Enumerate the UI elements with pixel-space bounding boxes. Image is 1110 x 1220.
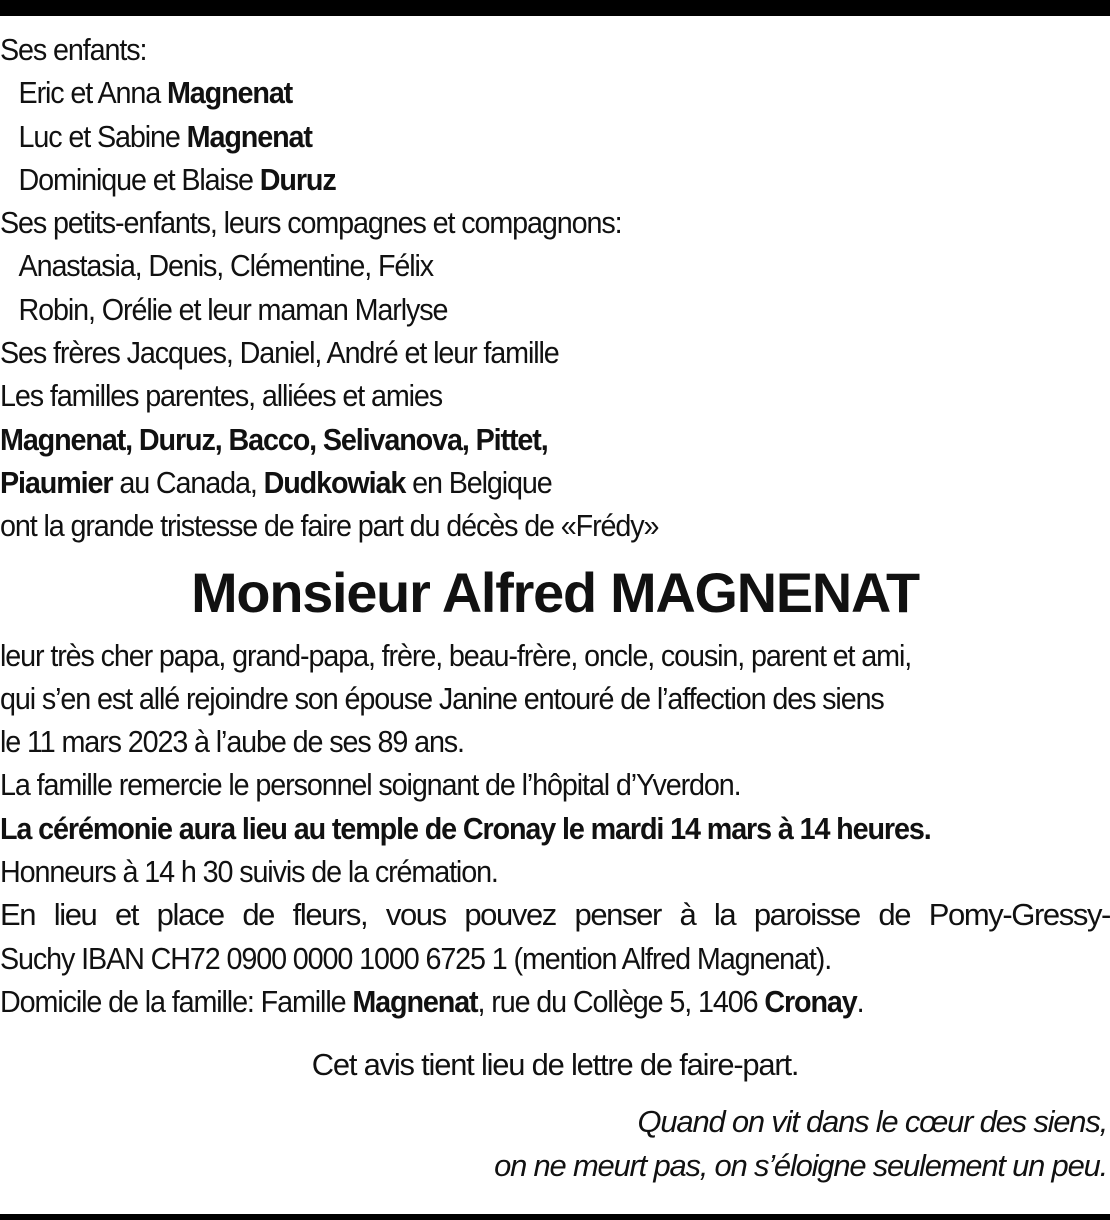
flowers-word: En xyxy=(0,897,36,933)
flowers-word: et xyxy=(114,897,139,933)
family-name-dudkowiak: Dudkowiak xyxy=(263,464,406,500)
flowers-word: vous xyxy=(385,897,446,933)
flowers-line xyxy=(0,893,1110,936)
grandchildren-heading: Ses petits-enfants, leurs compagnes et compagnons: xyxy=(0,205,622,241)
child-surname: Magnenat xyxy=(186,118,312,154)
flowers-word: paroisse xyxy=(753,897,860,933)
deceased-name: Monsieur Alfred MAGNENAT xyxy=(191,560,919,624)
child-surname: Duruz xyxy=(259,161,336,197)
flowers-word: lieu xyxy=(53,897,97,933)
quote-line: Quand on vit dans le cœur des siens, xyxy=(637,1104,1107,1140)
flowers-word: pouvez xyxy=(464,897,556,933)
closing-note: Cet avis tient lieu de lettre de faire-part. xyxy=(311,1047,799,1083)
iban-line: Suchy IBAN CH72 0900 0000 1000 6725 1 (mention Alfred Magnenat). xyxy=(0,940,832,976)
quote xyxy=(0,1100,1110,1188)
passing-line: qui s’en est allé rejoindre son épouse Janine entouré de l’affection des siens xyxy=(0,680,884,716)
domicile-family-name: Magnenat xyxy=(352,983,478,1019)
child-line: Luc et Sabine Magnenat xyxy=(18,118,312,154)
bottom-border xyxy=(0,1214,1110,1220)
families-heading: Les familles parentes, alliées et amies xyxy=(0,378,443,414)
flowers-word: fleurs, xyxy=(292,897,368,933)
thanks-line: La famille remercie le personnel soignant de l’hôpital d’Yverdon. xyxy=(0,767,741,803)
families-abroad: Piaumier au Canada, Dudkowiak en Belgique xyxy=(0,464,552,500)
children-heading: Ses enfants: xyxy=(0,32,147,67)
quote-line: on ne meurt pas, on s’éloigne seulement un peu. xyxy=(494,1148,1108,1184)
date-age-line: le 11 mars 2023 à l’aube de ses 89 ans. xyxy=(0,724,464,760)
flowers-word: de xyxy=(242,897,275,933)
families-names: Magnenat, Duruz, Bacco, Selivanova, Pittet, xyxy=(0,421,548,457)
child-surname: Magnenat xyxy=(166,75,293,111)
grandchildren-line: Robin, Orélie et leur maman Marlyse xyxy=(18,291,448,327)
announcement-line: ont la grande tristesse de faire part du décès de «Frédy» xyxy=(0,508,659,544)
relationship-line: leur très cher papa, grand-papa, frère, beau-frère, oncle, cousin, parent et ami, xyxy=(0,637,912,673)
domicile-town: Cronay xyxy=(764,983,857,1019)
domicile-line: Domicile de la famille: Famille Magnenat, rue du Collège 5, 1406 Cronay. xyxy=(0,983,864,1019)
flowers-word: penser xyxy=(574,897,661,933)
flowers-word: place xyxy=(156,897,224,933)
brothers-line: Ses frères Jacques, Daniel, André et leur famille xyxy=(0,335,559,371)
obituary-notice xyxy=(0,28,1110,1188)
child-line: Eric et Anna Magnenat xyxy=(18,75,293,111)
flowers-word: de xyxy=(878,897,911,933)
family-name-piaumier: Piaumier xyxy=(0,464,113,500)
flowers-word: à xyxy=(679,897,696,933)
flowers-word: la xyxy=(713,897,736,933)
grandchildren-line: Anastasia, Denis, Clémentine, Félix xyxy=(18,248,434,284)
child-line: Dominique et Blaise Duruz xyxy=(18,161,336,197)
honours-line: Honneurs à 14 h 30 suivis de la crémation. xyxy=(0,854,498,890)
ceremony-line: La cérémonie aura lieu au temple de Cronay le mardi 14 mars à 14 heures. xyxy=(0,810,931,846)
top-border xyxy=(0,0,1110,16)
flowers-word: Pomy-Gressy- xyxy=(928,897,1110,933)
